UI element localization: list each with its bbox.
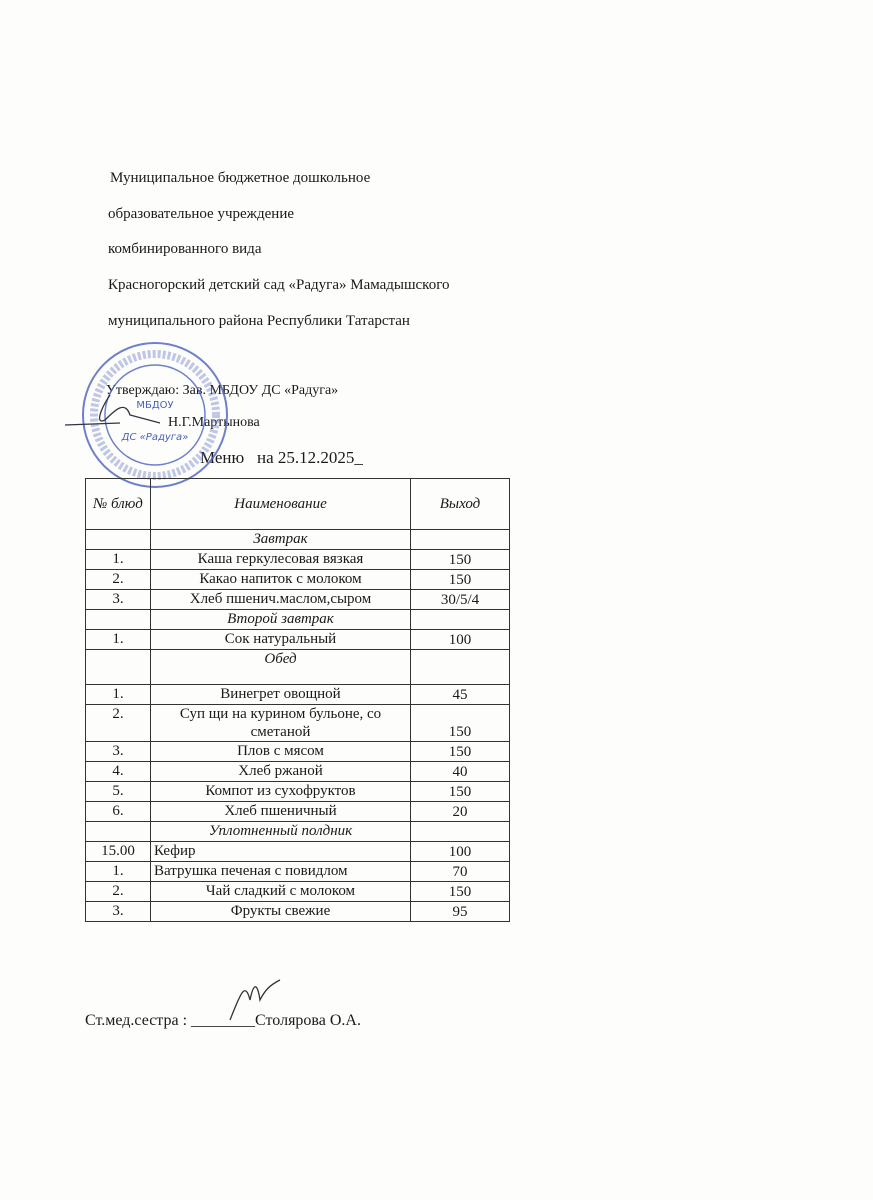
dish-number: 3. bbox=[86, 902, 151, 922]
section-row bbox=[86, 530, 510, 550]
dish-name: Какао напиток с молоком bbox=[151, 570, 411, 590]
section-num bbox=[86, 822, 151, 842]
table-row bbox=[86, 550, 510, 570]
header-output: Выход bbox=[411, 479, 510, 530]
table-row bbox=[86, 570, 510, 590]
approval-line: Утверждаю: Зав. МБДОУ ДС «Радуга» bbox=[106, 383, 339, 398]
dish-number: 2. bbox=[86, 705, 151, 742]
dish-number: 3. bbox=[86, 590, 151, 610]
dish-output: 150 bbox=[411, 882, 510, 902]
dish-number: 2. bbox=[86, 882, 151, 902]
dish-number: 3. bbox=[86, 742, 151, 762]
dish-name: Фрукты свежие bbox=[151, 902, 411, 922]
dish-name: Ватрушка печеная с повидлом bbox=[151, 862, 411, 882]
org-line-3: комбинированного вида bbox=[108, 241, 262, 257]
dish-name: Хлеб ржаной bbox=[151, 762, 411, 782]
org-line-1: Муниципальное бюджетное дошкольное bbox=[110, 170, 371, 186]
table-row bbox=[86, 902, 510, 922]
header-num: № блюд bbox=[86, 479, 151, 530]
section-output bbox=[411, 650, 510, 685]
dish-name: Хлеб пшенич.маслом,сыром bbox=[151, 590, 411, 610]
approver-name: Н.Г.Мартынова bbox=[168, 415, 260, 430]
menu-table bbox=[85, 478, 510, 922]
org-line-2: образовательное учреждение bbox=[108, 206, 295, 222]
dish-name: Винегрет овощной bbox=[151, 685, 411, 705]
section-row bbox=[86, 650, 510, 685]
table-row bbox=[86, 842, 510, 862]
menu-title: Меню на 25.12.2025_ bbox=[200, 448, 363, 467]
dish-name: Каша геркулесовая вязкая bbox=[151, 550, 411, 570]
dish-name: Кефир bbox=[151, 842, 411, 862]
dish-name: Суп щи на курином бульоне, со сметаной bbox=[151, 705, 411, 742]
dish-output: 20 bbox=[411, 802, 510, 822]
dish-output: 70 bbox=[411, 862, 510, 882]
dish-number: 1. bbox=[86, 630, 151, 650]
dish-number: 2. bbox=[86, 570, 151, 590]
dish-output: 45 bbox=[411, 685, 510, 705]
table-row bbox=[86, 705, 510, 742]
table-row bbox=[86, 802, 510, 822]
table-row bbox=[86, 882, 510, 902]
table-row bbox=[86, 590, 510, 610]
dish-number: 1. bbox=[86, 550, 151, 570]
nurse-role bbox=[85, 1012, 361, 1030]
header-name: Наименование bbox=[151, 479, 411, 530]
table-header-row bbox=[86, 479, 510, 530]
svg-text:МБДОУ: МБДОУ bbox=[136, 400, 174, 411]
section-output bbox=[411, 610, 510, 630]
section-output bbox=[411, 822, 510, 842]
dish-output: 30/5/4 bbox=[411, 590, 510, 610]
section-row bbox=[86, 822, 510, 842]
org-line-4: Красногорский детский сад «Радуга» Мамадышского bbox=[108, 277, 450, 293]
section-num bbox=[86, 530, 151, 550]
dish-output: 150 bbox=[411, 742, 510, 762]
dish-output: 150 bbox=[411, 550, 510, 570]
dish-number: 1. bbox=[86, 862, 151, 882]
table-row bbox=[86, 762, 510, 782]
table-row bbox=[86, 742, 510, 762]
dish-name: Чай сладкий с молоком bbox=[151, 882, 411, 902]
section-num bbox=[86, 650, 151, 685]
nurse-role-label: Ст.мед.сестра : ________ bbox=[85, 1012, 256, 1029]
director-signature bbox=[60, 385, 180, 445]
org-line-5: муниципального района Республики Татарстан bbox=[108, 313, 410, 329]
table-row bbox=[86, 630, 510, 650]
dish-number: 4. bbox=[86, 762, 151, 782]
dish-number: 1. bbox=[86, 685, 151, 705]
dish-output: 95 bbox=[411, 902, 510, 922]
table-row bbox=[86, 782, 510, 802]
dish-output: 150 bbox=[411, 782, 510, 802]
dish-number: 5. bbox=[86, 782, 151, 802]
nurse-name: Столярова О.А. bbox=[255, 1012, 361, 1029]
nurse-signature bbox=[225, 975, 285, 1025]
svg-text:ДС «Радуга»: ДС «Радуга» bbox=[121, 432, 189, 443]
dish-output: 150 bbox=[411, 570, 510, 590]
section-title: Уплотненный полдник bbox=[151, 822, 411, 842]
dish-output: 150 bbox=[411, 705, 510, 742]
section-output bbox=[411, 530, 510, 550]
table-row bbox=[86, 862, 510, 882]
section-row bbox=[86, 610, 510, 630]
section-title: Второй завтрак bbox=[151, 610, 411, 630]
dish-number: 6. bbox=[86, 802, 151, 822]
section-title: Завтрак bbox=[151, 530, 411, 550]
dish-output: 40 bbox=[411, 762, 510, 782]
section-num bbox=[86, 610, 151, 630]
dish-output: 100 bbox=[411, 842, 510, 862]
section-title: Обед bbox=[151, 650, 411, 685]
dish-name: Сок натуральный bbox=[151, 630, 411, 650]
table-row bbox=[86, 685, 510, 705]
dish-output: 100 bbox=[411, 630, 510, 650]
dish-number: 15.00 bbox=[86, 842, 151, 862]
dish-name: Хлеб пшеничный bbox=[151, 802, 411, 822]
dish-name: Плов с мясом bbox=[151, 742, 411, 762]
dish-name: Компот из сухофруктов bbox=[151, 782, 411, 802]
